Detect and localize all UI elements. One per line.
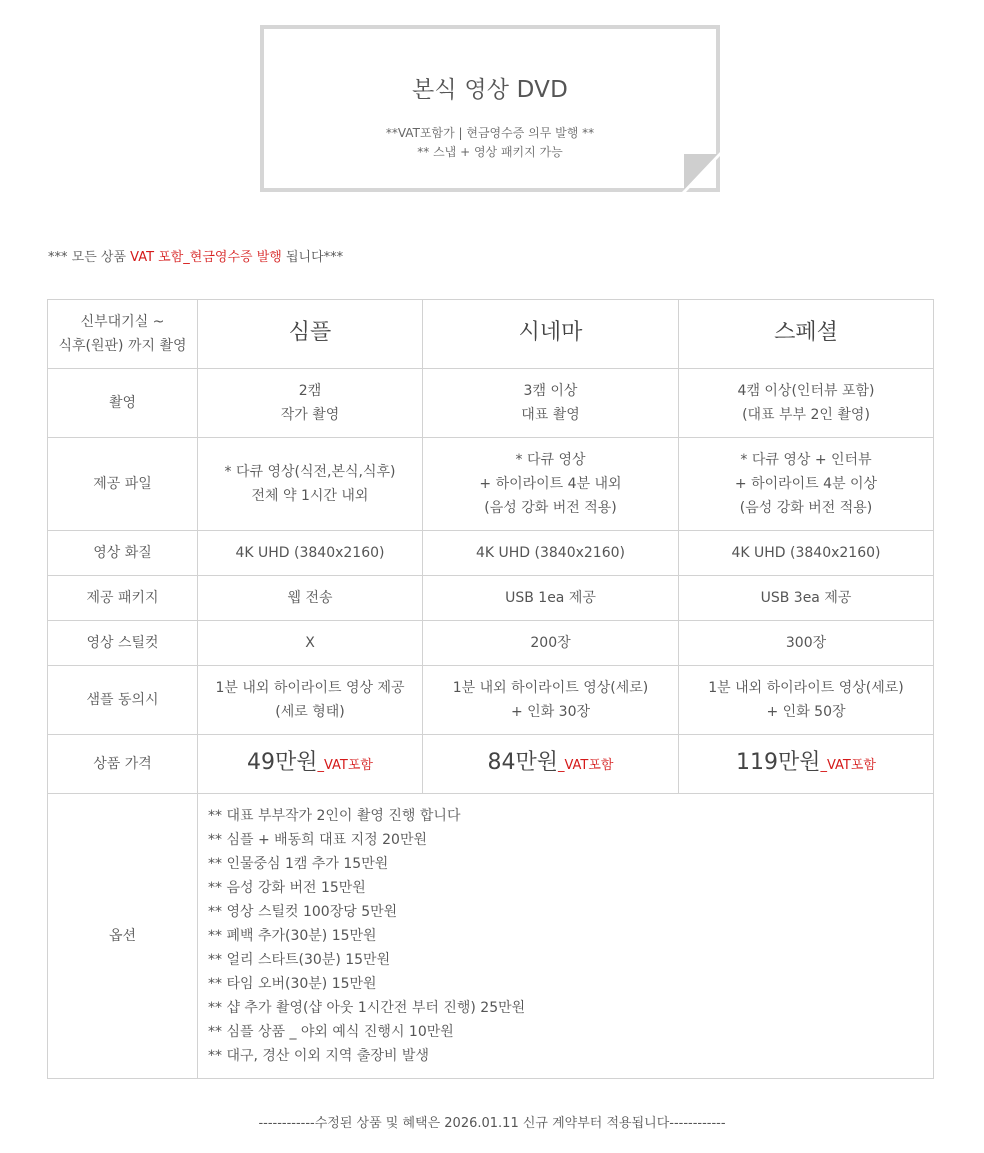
cell-line: (대표 부부 2인 촬영) (742, 407, 870, 423)
stills-simple: X (198, 621, 423, 666)
page-fold-corner (682, 152, 720, 192)
plan-cinema-header (423, 300, 679, 369)
card-subtitle-line1: **VAT포함가 | 현금영수증 의무 발행 ** (385, 126, 595, 140)
corner-line2: 식후(원판) 까지 촬영 (58, 338, 187, 354)
price-special (679, 735, 934, 794)
package-special: USB 3ea 제공 (679, 576, 934, 621)
package-cinema: USB 1ea 제공 (423, 576, 679, 621)
table-row (48, 666, 934, 735)
option-item: ** 심플 상품 _ 야외 예식 진행시 10만원 (208, 1024, 454, 1040)
files-special (679, 438, 934, 531)
option-item: ** 심플 + 배동희 대표 지정 20만원 (208, 832, 428, 848)
row-label: 제공 패키지 (48, 576, 198, 621)
card-title: 본식 영상 DVD (411, 77, 569, 103)
cell-line: 1분 내외 하이라이트 영상(세로) (708, 680, 904, 696)
quality-cinema: 4K UHD (3840x2160) (423, 531, 679, 576)
stills-cinema: 200장 (423, 621, 679, 666)
option-item: ** 타임 오버(30분) 15만원 (208, 976, 377, 992)
option-item: ** 샵 추가 촬영(샵 아웃 1시간전 부터 진행) 25만원 (208, 1000, 526, 1016)
sample-special (679, 666, 934, 735)
files-simple (198, 438, 423, 531)
vat-notice (48, 246, 343, 265)
cell-line: * 다큐 영상(식전,본식,식후) (224, 464, 396, 480)
card-subtitle (264, 124, 716, 162)
option-item: ** 대표 부부작가 2인이 촬영 진행 합니다 (208, 808, 461, 824)
plan-cinema-name: 시네마 (518, 320, 583, 345)
notice-highlight: VAT 포함_현금영수증 발행 (130, 250, 282, 265)
cell-line: 1분 내외 하이라이트 영상(세로) (452, 680, 649, 696)
cell-line: (세로 형태) (275, 704, 345, 720)
sample-simple (198, 666, 423, 735)
cell-line: 4캠 이상(인터뷰 포함) (737, 383, 875, 399)
vat-tag: _VAT포함 (317, 757, 373, 773)
notice-prefix: *** 모든 상품 (48, 250, 131, 265)
price-cinema (423, 735, 679, 794)
cell-line: + 인화 50장 (766, 704, 846, 720)
notice-suffix: 됩니다*** (281, 250, 344, 265)
shooting-simple (198, 369, 423, 438)
corner-cell (48, 300, 198, 369)
price-table (47, 299, 934, 1079)
options-row (48, 794, 934, 1079)
table-row (48, 438, 934, 531)
shooting-cinema (423, 369, 679, 438)
row-label: 샘플 동의시 (48, 666, 198, 735)
option-item: ** 인물중심 1캠 추가 15만원 (208, 856, 389, 872)
option-item: ** 영상 스틸컷 100장당 5만원 (208, 904, 398, 920)
plan-simple-header (198, 300, 423, 369)
vat-tag: _VAT포함 (557, 757, 614, 773)
price-row (48, 735, 934, 794)
options-list (198, 794, 934, 1079)
cell-line: + 인화 30장 (510, 704, 591, 720)
cell-line: 전체 약 1시간 내외 (251, 488, 369, 504)
cell-line: * 다큐 영상 + 인터뷰 (740, 452, 872, 468)
option-item: ** 폐백 추가(30분) 15만원 (208, 928, 377, 944)
option-item: ** 음성 강화 버전 15만원 (208, 880, 366, 896)
price-value: 49만원 (246, 749, 318, 775)
cell-line: * 다큐 영상 (515, 452, 586, 468)
quality-special: 4K UHD (3840x2160) (679, 531, 934, 576)
row-label: 제공 파일 (48, 438, 198, 531)
cell-line: 3캠 이상 (523, 383, 578, 399)
shooting-special (679, 369, 934, 438)
option-item: ** 얼리 스타트(30분) 15만원 (208, 952, 391, 968)
quality-simple: 4K UHD (3840x2160) (198, 531, 423, 576)
footer-note: ------------수정된 상품 및 혜택은 2026.01.11 신규 계약부터 적용됩니다------------ (258, 1116, 726, 1131)
table-row (48, 369, 934, 438)
price-simple (198, 735, 423, 794)
table-row (48, 621, 934, 666)
row-label: 상품 가격 (48, 735, 198, 794)
row-label: 영상 화질 (48, 531, 198, 576)
row-label: 촬영 (48, 369, 198, 438)
row-label: 옵션 (48, 794, 198, 1079)
table-row (48, 576, 934, 621)
card-subtitle-line2: ** 스냅 + 영상 패키지 가능 (417, 145, 563, 159)
plan-special-header (679, 300, 934, 369)
option-item: ** 대구, 경산 이외 지역 출장비 발생 (208, 1048, 429, 1064)
corner-line1: 신부대기실 ~ (80, 314, 165, 330)
cell-line: (음성 강화 버전 적용) (739, 500, 873, 516)
price-value: 119만원 (735, 749, 821, 775)
price-value: 84만원 (487, 749, 558, 775)
title-card (260, 25, 720, 192)
cell-line: + 하이라이트 4분 내외 (479, 476, 622, 492)
row-label: 영상 스틸컷 (48, 621, 198, 666)
cell-line: 작가 촬영 (280, 407, 340, 423)
cell-line: 1분 내외 하이라이트 영상 제공 (215, 680, 405, 696)
table-row (48, 531, 934, 576)
plan-simple-name: 심플 (288, 320, 332, 345)
cell-line: 2캠 (298, 383, 322, 399)
vat-tag: _VAT포함 (820, 757, 876, 773)
sample-cinema (423, 666, 679, 735)
files-cinema (423, 438, 679, 531)
table-header-row (48, 300, 934, 369)
stills-special: 300장 (679, 621, 934, 666)
cell-line: (음성 강화 버전 적용) (484, 500, 617, 516)
package-simple: 웹 전송 (198, 576, 423, 621)
cell-line: 대표 촬영 (521, 407, 580, 423)
plan-special-name: 스페셜 (774, 320, 838, 345)
cell-line: + 하이라이트 4분 이상 (734, 476, 878, 492)
